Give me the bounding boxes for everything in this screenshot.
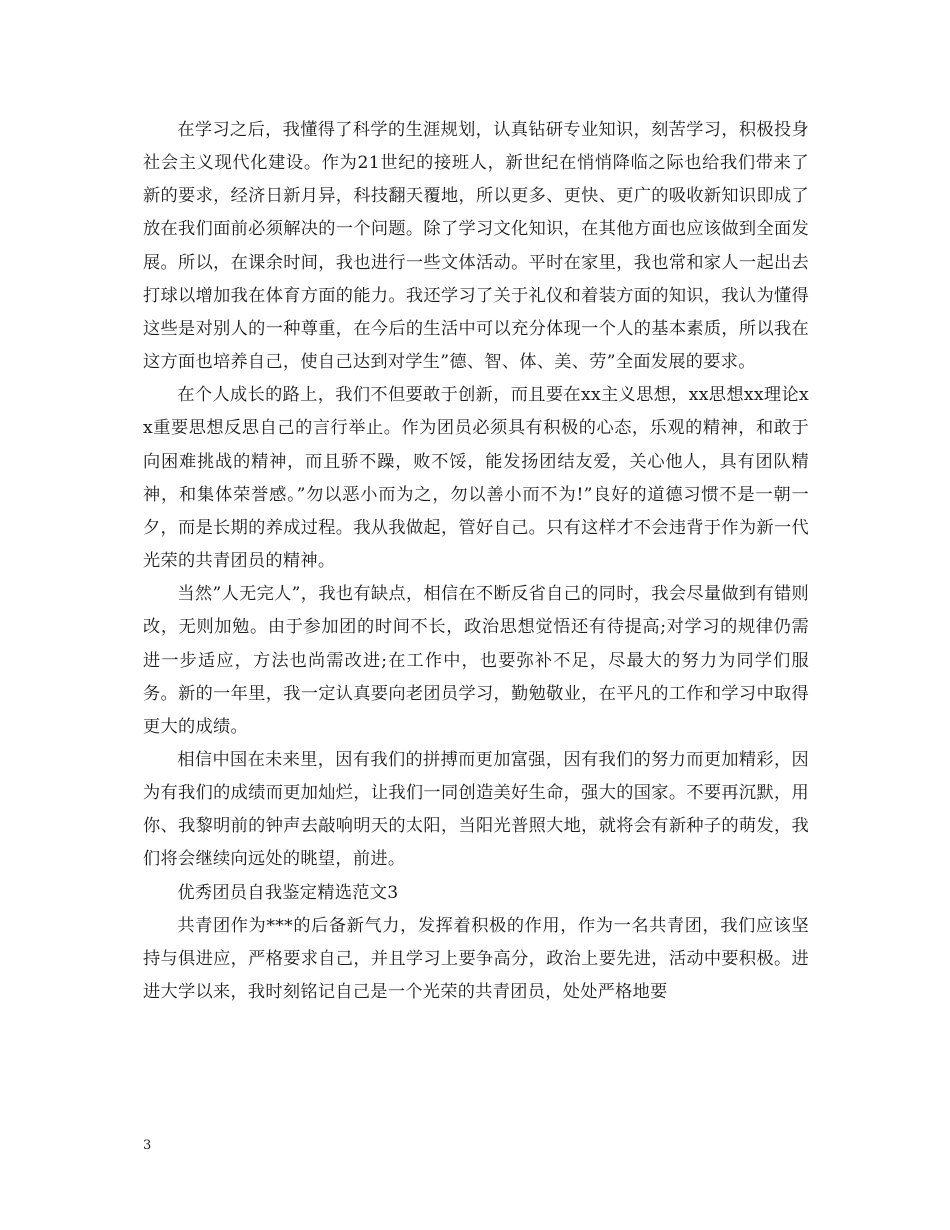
page-number: 3 [143,1138,152,1153]
paragraph-career-planning: 在学习之后，我懂得了科学的生涯规划，认真钻研专业知识，刻苦学习，积极投身社会主义现代化建设。作为21世纪的接班人，新世纪在悄悄降临之际也给我们带来了新的要求，经济日新月异，科技翻天覆地，所以更多、更快、更广的吸收新知识即成了放在我们面前必须解决的一个问题。除了学习文化知识，在其他方面也应该做到全面发展。所以，在课余时间，我也进行一些文体活动。平时在家里，我也常和家人一起出去打球以增加我在体育方面的能力。我还学习了关于礼仪和着装方面的知识，我认为懂得这些是对别人的一种尊重，在今后的生活中可以充分体现一个人的基本素质，所以我在这方面也培养自己，使自己达到对学生”德、智、体、美、劳”全面发展的要求。 [143,120,809,373]
paragraph-youth-league: 共青团作为***的后备新气力，发挥着积极的作用，作为一名共青团，我们应该坚持与俱进应，严格要求自己，并且学习上要争高分，政治上要先进，活动中要积极。进进大学以来，我时刻铭记自己是一个光荣的共青团员，处处严格地要 [143,915,809,1003]
document-body [143,114,809,1009]
section-heading: 优秀团员自我鉴定精选范文3 [177,882,399,903]
paragraph-future-china: 相信中国在未来里，因有我们的拼搏而更加富强，因有我们的努力而更加精彩，因为有我们的成绩而更加灿烂，让我们一同创造美好生命，强大的国家。不要再沉默，用你、我黎明前的钟声去敲响明天的太阳，当阳光普照大地，就将会有新种子的萌发，我们将会继续向远处的眺望，前进。 [143,749,809,870]
paragraph-personal-growth: 在个人成长的路上，我们不但要敢于创新，而且要在xx主义思想，xx思想xx理论xx重要思想反思自己的言行举止。作为团员必须具有积极的心态，乐观的精神，和敢于向困难挑战的精神，而且骄不躁，败不馁，能发扬团结友爱，关心他人，具有团队精神，和集体荣誉感。”勿以恶小而为之，勿以善小而不为!”良好的道德习惯不是一朝一夕，而是长期的养成过程。我从我做起，管好自己。只有这样才不会违背于作为新一代光荣的共青团员的精神。 [143,385,809,572]
paragraph-shortcomings: 当然”人无完人”，我也有缺点，相信在不断反省自己的同时，我会尽量做到有错则改，无则加勉。由于参加团的时间不长，政治思想觉悟还有待提高;对学习的规律仍需进一步适应，方法也尚需改进;在工作中，也要弥补不足，尽最大的努力为同学们服务。新的一年里，我一定认真要向老团员学习，勤勉敬业，在平凡的工作和学习中取得更大的成绩。 [143,584,809,737]
